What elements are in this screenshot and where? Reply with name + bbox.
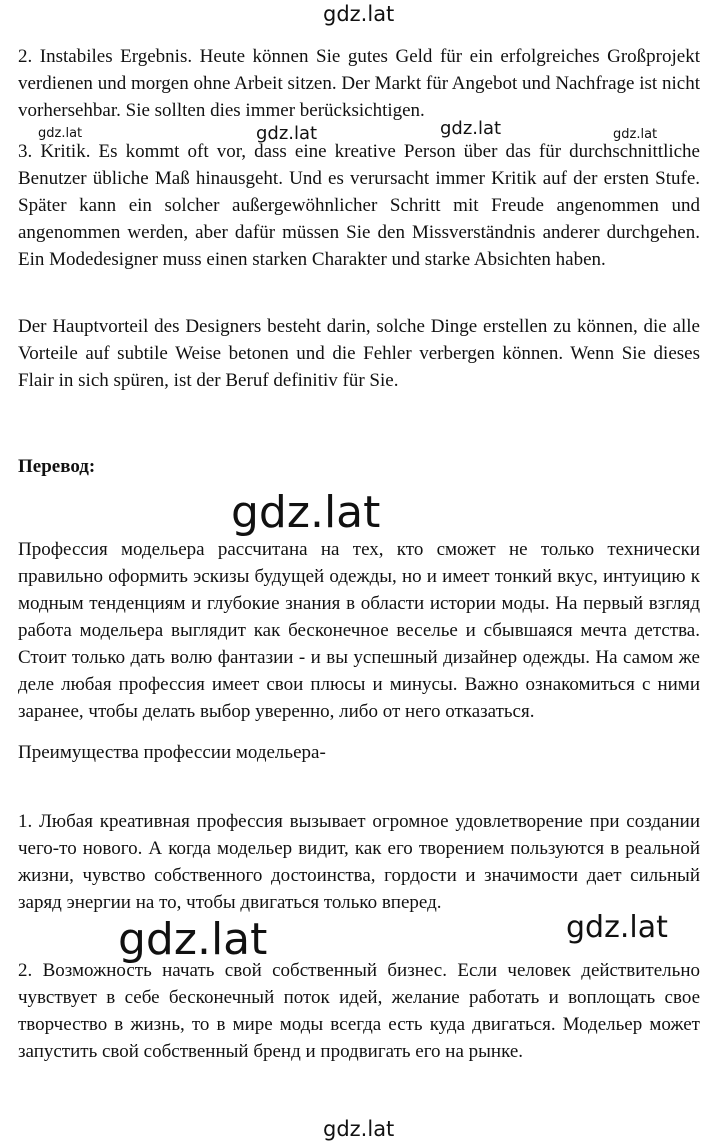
watermark-large-1: gdz.lat — [231, 487, 381, 538]
watermark-medium: gdz.lat — [566, 910, 668, 945]
advantage-item-2: 2. Возможность начать свой собственный бизнес. Если человек действительно чувствует в себе бесконечный поток идей, желание работать и воплощать свое творчество в жизнь, то в мире моды всегда есть куда двигаться. Модельер может запустить свой собственный бренд и продвигать его на рынке. — [18, 960, 700, 1062]
watermark-small-1: gdz.lat — [38, 126, 83, 141]
watermark-small-2: gdz.lat — [256, 123, 318, 144]
translation-heading: Перевод: — [18, 456, 96, 477]
german-paragraph-3: 3. Kritik. Es kommt oft vor, dass eine kreative Person über das für durchschnittliche Benutzer übliche Maß hinausgeht. Und es verursacht immer Kritik auf der ersten Stufe. Später kann ein solcher außergewöhnlicher Schritt mit Freude angenommen und angenommen werden, aber dafür müssen Sie den Missverständnis anderer durchgehen. Ein Modedesigner muss einen starken Charakter und starke Absichten haben. — [18, 141, 700, 270]
watermark-large-2: gdz.lat — [118, 914, 268, 965]
watermark-small-4: gdz.lat — [613, 127, 658, 142]
translation-intro: Профессия модельера рассчитана на тех, кто сможет не только технически правильно оформить эскизы будущей одежды, но и имеет тонкий вкус, интуицию к модным тенденциям и глубокие знания в области истории моды. На первый взгляд работа модельера выглядит как бесконечное веселье и сбывшаяся мечта детства. Стоит только дать волю фантазии - и вы успешный дизайнер одежды. На самом же деле любая профессия имеет свои плюсы и минусы. Важно ознакомиться с ними заранее, чтобы делать выбор уверенно, либо от него отказаться. — [18, 539, 700, 722]
watermark-top: gdz.lat — [323, 2, 395, 26]
advantage-item-1: 1. Любая креативная профессия вызывает огромное удовлетворение при создании чего-то нового. А когда модельер видит, как его творением пользуются в реальной жизни, чувство собственного достоинства, гордости и значимости дает сильный заряд энергии на то, чтобы двигаться только вперед. — [18, 811, 700, 913]
german-conclusion: Der Hauptvorteil des Designers besteht darin, solche Dinge erstellen zu können, die alle Vorteile auf subtile Weise betonen und die Fehler verbergen können. Wenn Sie dieses Flair in sich spüren, ist der Beruf definitiv für Sie. — [18, 316, 700, 391]
german-paragraph-2: 2. Instabiles Ergebnis. Heute können Sie gutes Geld für ein erfolgreiches Großprojekt verdienen und morgen ohne Arbeit sitzen. Der Markt für Angebot und Nachfrage ist nicht vorhersehbar. Sie sollten dies immer berücksichtigen. — [18, 46, 700, 121]
advantages-title: Преимущества профессии модельера- — [18, 742, 326, 763]
watermark-small-3: gdz.lat — [440, 118, 502, 139]
watermark-bottom: gdz.lat — [323, 1117, 395, 1141]
